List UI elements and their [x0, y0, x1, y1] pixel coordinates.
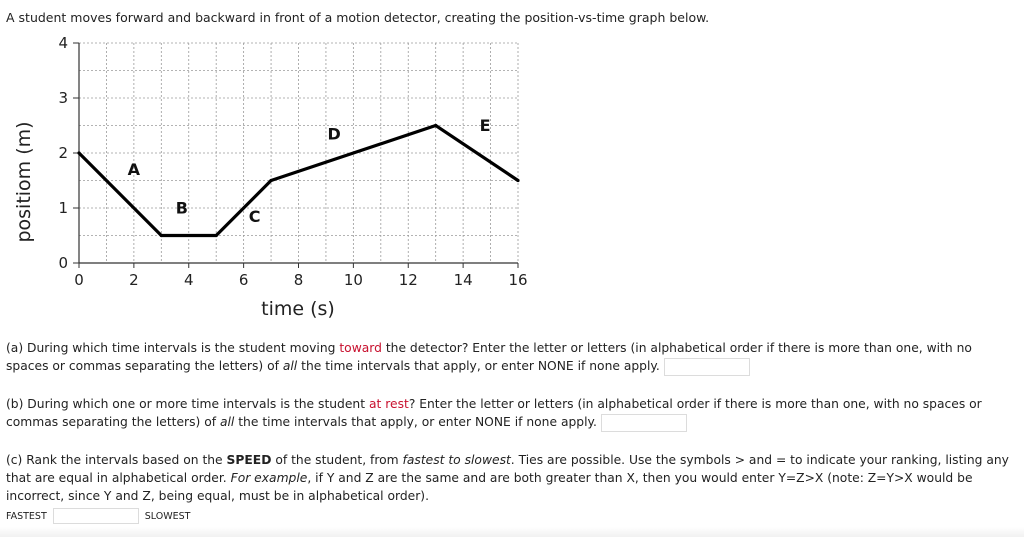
- y-tick-label: 4: [58, 34, 68, 52]
- question-c-example: For example: [230, 471, 308, 485]
- answer-a-input[interactable]: [664, 358, 750, 376]
- question-b: [6, 395, 1018, 432]
- question-b-text: (b) During which one or more time intervals is the student: [6, 397, 369, 411]
- data-point: [516, 179, 519, 182]
- slowest-label: SLOWEST: [144, 510, 191, 522]
- question-c-text-4: , if Y and Z are the same and are both greater than X, then you would enter Y=Z>X (note: Z=Y>X would be incorrect, since Y and Z, being equal, must be in alphabetical order).: [6, 471, 973, 503]
- fastest-label: FASTEST: [6, 510, 47, 522]
- question-c-bold: SPEED: [226, 453, 272, 467]
- segment-labels: [128, 116, 491, 226]
- x-tick-label: 16: [508, 271, 528, 289]
- y-tick-label: 1: [58, 199, 68, 217]
- x-tick-label: 12: [398, 271, 418, 289]
- question-b-text-2: ? Enter the letter or letters (in alphabetical order if there is more than one, with no spaces or commas separating the letters) of: [6, 397, 982, 429]
- question-c: [6, 451, 1018, 505]
- axes: [73, 43, 518, 268]
- x-tick-label: 0: [74, 271, 84, 289]
- data-point: [434, 124, 437, 127]
- x-axis-label: time (s): [261, 298, 335, 320]
- question-a-highlight: toward: [339, 341, 382, 355]
- question-b-emphasis: all: [219, 415, 235, 429]
- segment-label: A: [127, 160, 141, 179]
- x-tick-label: 4: [183, 271, 194, 289]
- y-tick-label: 3: [58, 89, 68, 107]
- question-a-text: (a) During which time intervals is the student moving: [6, 341, 340, 355]
- question-b-text-3: the time intervals that apply, or enter NONE if none apply.: [234, 415, 597, 429]
- grid: [79, 43, 518, 263]
- bottom-shadow: [0, 527, 1024, 537]
- question-a-emphasis: all: [282, 359, 298, 373]
- question-c-text-3: . Ties are possible. Use the symbols > and = to indicate your ranking, listing any that are equal in alphabetical order.: [6, 453, 1009, 485]
- segment-label: D: [327, 124, 341, 144]
- x-tick-label: 14: [453, 271, 473, 289]
- data-point: [77, 151, 80, 154]
- segment-label: C: [248, 206, 261, 226]
- question-a-text-3: the time intervals that apply, or enter NONE if none apply.: [297, 359, 660, 373]
- segment-label: E: [479, 116, 491, 135]
- data-point: [160, 234, 163, 237]
- ranking-row: [6, 508, 190, 524]
- question-a-text-2: the detector? Enter the letter or letters (in alphabetical order if there is more than one, with no spaces or commas separating the letters) of: [6, 341, 972, 373]
- question-c-text: (c) Rank the intervals based on the: [6, 453, 227, 467]
- x-tick-label: 8: [293, 271, 304, 289]
- data-point: [269, 179, 272, 182]
- y-tick-label: 0: [58, 254, 68, 272]
- y-tick-label: 2: [58, 144, 68, 162]
- intro-text: A student moves forward and backward in front of a motion detector, creating the position-vs-time graph below.: [6, 10, 710, 25]
- x-tick-label: 2: [129, 271, 139, 289]
- x-tick-label: 6: [238, 271, 249, 289]
- question-c-emphasis: fastest to slowest: [402, 453, 511, 467]
- answer-b-input[interactable]: [601, 414, 687, 432]
- position-time-graph: [0, 30, 560, 330]
- question-b-highlight: at rest: [368, 397, 409, 411]
- segment-label: B: [175, 198, 188, 218]
- question-a: [6, 339, 1018, 376]
- ranking-input[interactable]: [53, 508, 139, 524]
- question-c-text-2: of the student, from: [271, 453, 403, 467]
- data-point: [215, 234, 218, 237]
- y-axis-label: positiom (m): [13, 121, 35, 243]
- x-tick-label: 10: [343, 271, 363, 289]
